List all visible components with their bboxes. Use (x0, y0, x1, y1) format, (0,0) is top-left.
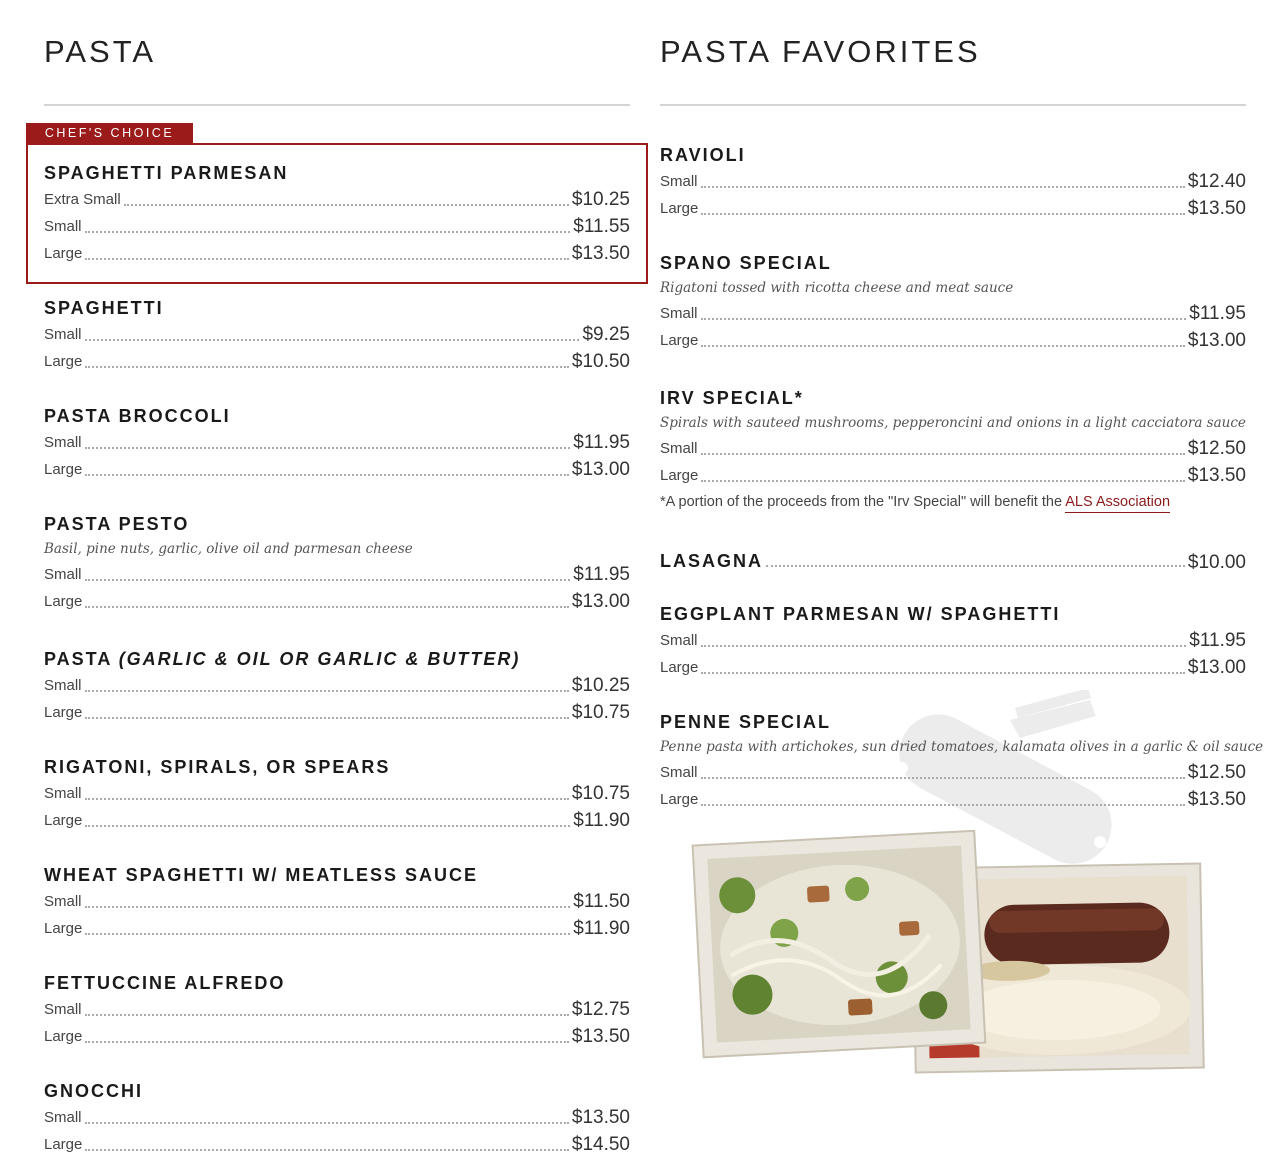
price-row (44, 780, 630, 807)
size-label: Large (44, 461, 83, 478)
price-row (44, 699, 630, 726)
price-row (44, 561, 630, 588)
price-row (44, 186, 630, 213)
price: $11.55 (573, 216, 630, 237)
price: $13.50 (1187, 789, 1246, 810)
item-description: Rigatoni tossed with ricotta cheese and meat sauce (660, 280, 1014, 296)
dot-leader (701, 453, 1185, 455)
size-label: Small (660, 440, 698, 457)
menu-item (44, 511, 630, 615)
dot-leader (85, 231, 571, 233)
dot-leader (701, 213, 1185, 215)
item-name: FETTUCCINE ALFREDO (44, 973, 286, 993)
dot-leader (701, 186, 1185, 188)
dot-leader (85, 258, 569, 260)
item-name (44, 646, 630, 672)
item-description: Penne pasta with artichokes, sun dried tomatoes, kalamata olives in a garlic & oil sauce (660, 739, 1264, 755)
price-row (660, 462, 1246, 489)
pasta-broccoli-alfredo-photo (690, 830, 990, 1060)
item-name: SPAGHETTI PARMESAN (44, 163, 289, 183)
menu-item (44, 646, 630, 726)
menu-item (44, 160, 630, 267)
price: $10.25 (571, 675, 630, 696)
dot-leader (85, 339, 580, 341)
size-label: Large (660, 332, 699, 349)
dot-leader (85, 1122, 569, 1124)
dot-leader (701, 345, 1185, 347)
size-label: Large (44, 245, 83, 262)
menu-item (660, 709, 1264, 813)
dot-leader (701, 480, 1185, 482)
price-row (44, 240, 630, 267)
price: $10.75 (571, 702, 630, 723)
charity-note (660, 489, 1246, 515)
size-label: Large (44, 1028, 83, 1045)
dot-leader (85, 825, 570, 827)
price: $11.50 (573, 891, 630, 912)
item-name: SPANO SPECIAL (660, 253, 832, 273)
menu-item (44, 754, 630, 834)
dot-leader (85, 606, 569, 608)
price-row (660, 435, 1246, 462)
size-label: Small (44, 893, 82, 910)
price-row (660, 195, 1246, 222)
item-name: SPAGHETTI (44, 298, 164, 318)
price-row (44, 456, 630, 483)
size-label: Small (660, 305, 698, 322)
price-row (660, 168, 1246, 195)
price: $13.00 (571, 459, 630, 480)
price-row (660, 300, 1246, 327)
menu-item (44, 1078, 630, 1158)
menu-item (44, 403, 630, 483)
item-name: WHEAT SPAGHETTI W/ MEATLESS SAUCE (44, 865, 478, 885)
price: $9.25 (582, 324, 630, 345)
price-row (44, 996, 630, 1023)
price-row (660, 786, 1246, 813)
size-label: Small (44, 566, 82, 583)
als-association-link[interactable]: ALS Association (1065, 494, 1170, 513)
section-divider (660, 104, 1246, 106)
note-text: *A portion of the proceeds from the "Irv Special" will benefit the (660, 494, 1063, 510)
chefs-choice-badge: CHEF'S CHOICE (26, 123, 193, 144)
size-label: Large (44, 353, 83, 370)
menu-item (660, 250, 1246, 354)
size-label: Small (44, 218, 82, 235)
price: $10.25 (571, 189, 630, 210)
size-label: Large (44, 704, 83, 721)
item-name: PENNE SPECIAL (660, 712, 832, 732)
size-label: Large (44, 920, 83, 937)
item-description: Basil, pine nuts, garlic, olive oil and parmesan cheese (44, 541, 413, 557)
size-label: Extra Small (44, 191, 121, 208)
price-row (44, 888, 630, 915)
menu-item (44, 862, 630, 942)
item-name: RAVIOLI (660, 145, 746, 165)
item-name: LASAGNA (660, 551, 763, 571)
size-label: Large (660, 659, 699, 676)
dot-leader (85, 1041, 569, 1043)
dot-leader (701, 645, 1187, 647)
size-label: Large (44, 812, 83, 829)
size-label: Large (660, 791, 699, 808)
section-title: PASTA FAVORITES (660, 34, 981, 69)
size-label: Small (44, 434, 82, 451)
price-row (44, 213, 630, 240)
price-row (44, 1023, 630, 1050)
price-row (44, 348, 630, 375)
price: $11.95 (573, 564, 630, 585)
price: $13.00 (1187, 657, 1246, 678)
size-label: Large (660, 200, 699, 217)
size-label: Small (44, 785, 82, 802)
dot-leader (85, 366, 569, 368)
price: $13.50 (571, 1026, 630, 1047)
dot-leader (85, 906, 571, 908)
price-row (44, 321, 630, 348)
price: $14.50 (571, 1134, 630, 1155)
price-row (44, 672, 630, 699)
price: $13.50 (1187, 198, 1246, 219)
dot-leader (85, 717, 569, 719)
price: $11.90 (573, 918, 630, 939)
dot-leader (766, 565, 1185, 567)
price-row (44, 915, 630, 942)
item-name-variant: (GARLIC & OIL OR GARLIC & BUTTER) (118, 649, 521, 669)
price-row (660, 627, 1246, 654)
price: $13.50 (571, 1107, 630, 1128)
price: $10.75 (571, 783, 630, 804)
size-label: Large (660, 467, 699, 484)
item-name: PASTA BROCCOLI (44, 406, 231, 426)
price-row (44, 1131, 630, 1158)
price: $12.50 (1187, 438, 1246, 459)
menu-item (660, 385, 1246, 515)
item-name: IRV SPECIAL* (660, 388, 804, 408)
price: $13.50 (1187, 465, 1246, 486)
dot-leader (701, 672, 1185, 674)
menu-item (44, 295, 630, 375)
price: $11.90 (573, 810, 630, 831)
price: $13.00 (1187, 330, 1246, 351)
item-name-main: PASTA (44, 649, 112, 669)
price: $11.95 (1189, 303, 1246, 324)
item-name: EGGPLANT PARMESAN W/ SPAGHETTI (660, 604, 1061, 624)
dot-leader (85, 1149, 569, 1151)
price-row (660, 759, 1246, 786)
dot-leader (85, 690, 569, 692)
dot-leader (701, 804, 1185, 806)
price-row (44, 807, 630, 834)
price-row (44, 588, 630, 615)
price: $13.00 (571, 591, 630, 612)
price: $12.40 (1187, 171, 1246, 192)
section-title: PASTA (44, 34, 157, 69)
size-label: Small (44, 677, 82, 694)
size-label: Small (44, 1001, 82, 1018)
dot-leader (85, 579, 571, 581)
size-label: Small (660, 173, 698, 190)
size-label: Large (44, 1136, 83, 1153)
section-divider (44, 104, 630, 106)
size-label: Small (660, 632, 698, 649)
menu-item (660, 601, 1246, 681)
price: $10.50 (571, 351, 630, 372)
item-name: GNOCCHI (44, 1081, 143, 1101)
item-name: RIGATONI, SPIRALS, OR SPEARS (44, 757, 391, 777)
price-row (660, 654, 1246, 681)
dot-leader (701, 777, 1185, 779)
price: $11.95 (573, 432, 630, 453)
price-row (44, 429, 630, 456)
price: $10.00 (1187, 552, 1246, 573)
dot-leader (85, 933, 570, 935)
item-description: Spirals with sauteed mushrooms, pepperoncini and onions in a light cacciatora sauce (660, 415, 1246, 431)
price-row (44, 1104, 630, 1131)
size-label: Small (44, 1109, 82, 1126)
size-label: Large (44, 593, 83, 610)
dot-leader (85, 447, 571, 449)
price-row (660, 327, 1246, 354)
price-row (660, 546, 1246, 574)
price: $13.50 (571, 243, 630, 264)
menu-item (660, 142, 1246, 222)
menu-item (44, 970, 630, 1050)
price: $12.75 (571, 999, 630, 1020)
menu-item (660, 546, 1246, 574)
dot-leader (124, 204, 569, 206)
size-label: Small (44, 326, 82, 343)
size-label: Small (660, 764, 698, 781)
dot-leader (701, 318, 1187, 320)
dot-leader (85, 798, 569, 800)
dot-leader (85, 1014, 569, 1016)
price: $12.50 (1187, 762, 1246, 783)
price: $11.95 (1189, 630, 1246, 651)
item-name: PASTA PESTO (44, 514, 190, 534)
dot-leader (85, 474, 569, 476)
